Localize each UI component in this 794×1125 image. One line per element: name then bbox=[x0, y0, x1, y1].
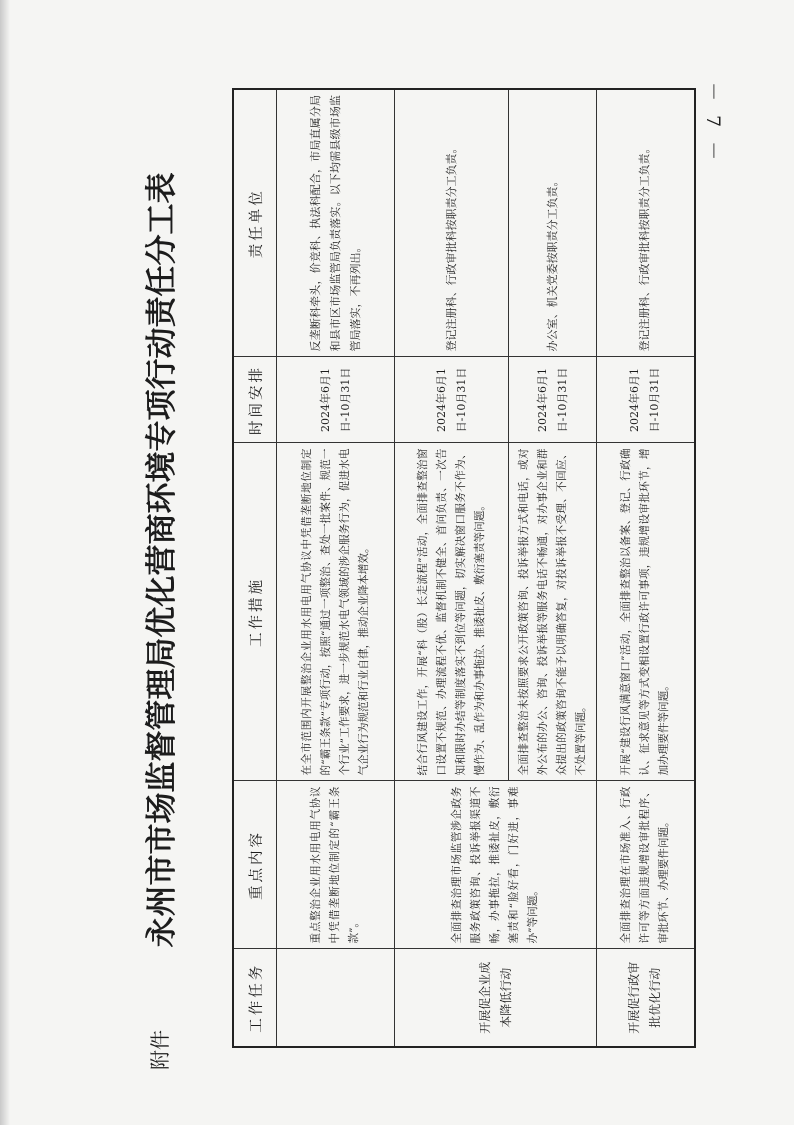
column-header-time: 时间安排 bbox=[233, 357, 277, 443]
time-cell: 2024年6月1日-10月31日 bbox=[509, 357, 597, 443]
document-title: 永州市市场监督管理局优化营商环境专项行动责任分工表 bbox=[144, 172, 180, 948]
table-header-row bbox=[233, 89, 277, 1047]
time-cell: 2024年6月1日-10月31日 bbox=[277, 357, 395, 443]
unit-cell: 登记注册科、行政审批科按职责分工负责。 bbox=[597, 89, 695, 357]
focus-cell: 全面排查治理在市场准入、行政许可等方面违规增设审批程序、审批环节、办理要件问题。 bbox=[597, 781, 695, 949]
measures-cell: 在全市范围内开展整治企业用水用电用气协议中凭借垄断地位制定的“霸王条款”专项行动，按照“通过一项整治、查处一批案件、规范一个行业”工作要求，进一步规范水电气领域的涉企服务行为，促进水电气企业行为规范和行业自律，推动企业降本增效。 bbox=[277, 443, 395, 781]
unit-cell: 登记注册科、行政审批科按职责分工负责。 bbox=[395, 89, 509, 357]
focus-cell: 全面排查治理市场监管涉企政务服务政策咨询、投诉举报渠道不畅，办事拖拉，推诿扯皮，敷衍塞责和“脸好看，门好进，事难办”等问题。 bbox=[395, 781, 597, 949]
page-number: － 7 － bbox=[702, 81, 724, 165]
measures-cell: 开展“建设行风满意窗口”活动，全面排查整治以备案、登记、行政确认、征求意见等方式变相设置行政许可事项，违规增设审批环节，增加办理要件等问题。 bbox=[597, 443, 695, 781]
task-cell bbox=[277, 949, 395, 1047]
rotated-page-content bbox=[140, 50, 700, 1070]
attachment-label: 附件 bbox=[148, 1030, 172, 1070]
time-cell: 2024年6月1日-10月31日 bbox=[395, 357, 509, 443]
table-row bbox=[597, 89, 695, 1047]
responsibility-table bbox=[232, 88, 696, 1048]
column-header-focus: 重点内容 bbox=[233, 781, 277, 949]
time-cell: 2024年6月1日-10月31日 bbox=[597, 357, 695, 443]
task-cell: 开展促行政审批优化行动 bbox=[597, 949, 695, 1047]
task-cell: 开展促企业成本降低行动 bbox=[395, 949, 597, 1047]
measures-cell: 结合行风建设工作，开展“科（股）长走流程”活动，全面排查整治窗口设置不规范、办理流程不优、监督机制不健全、首问负责、一次告知和限时办结等制度落实不到位等问题，切实解决窗口服务不作为、慢作为、乱作为和办事拖拉、推诿扯皮、敷衍塞责等问题。 bbox=[395, 443, 509, 781]
measures-cell: 全面排查整治未按照要求公开政策咨询、投诉举报方式和电话，或对外公布的办公、咨询、投诉举报等服务电话不畅通，对办事企业和群众提出的政策咨询不能予以明确答复，对投诉举报不受理、不回应、不处置等问题。 bbox=[509, 443, 597, 781]
column-header-task: 工作任务 bbox=[233, 949, 277, 1047]
scan-edge-shadow bbox=[0, 0, 10, 1125]
column-header-measures: 工作措施 bbox=[233, 443, 277, 781]
table-row bbox=[277, 89, 395, 1047]
table-row bbox=[395, 89, 509, 1047]
unit-cell: 反垄断科牵头，价竞科、执法科配合，市局直属分局和县市区市场监管局负责落实。以下均需县级市场监管局落实，不再列出。 bbox=[277, 89, 395, 357]
unit-cell: 办公室、机关党委按职责分工负责。 bbox=[509, 89, 597, 357]
column-header-unit: 责任单位 bbox=[233, 89, 277, 357]
focus-cell: 重点整治企业用水用电用气协议中凭借垄断地位制定的“霸王条款”。 bbox=[277, 781, 395, 949]
